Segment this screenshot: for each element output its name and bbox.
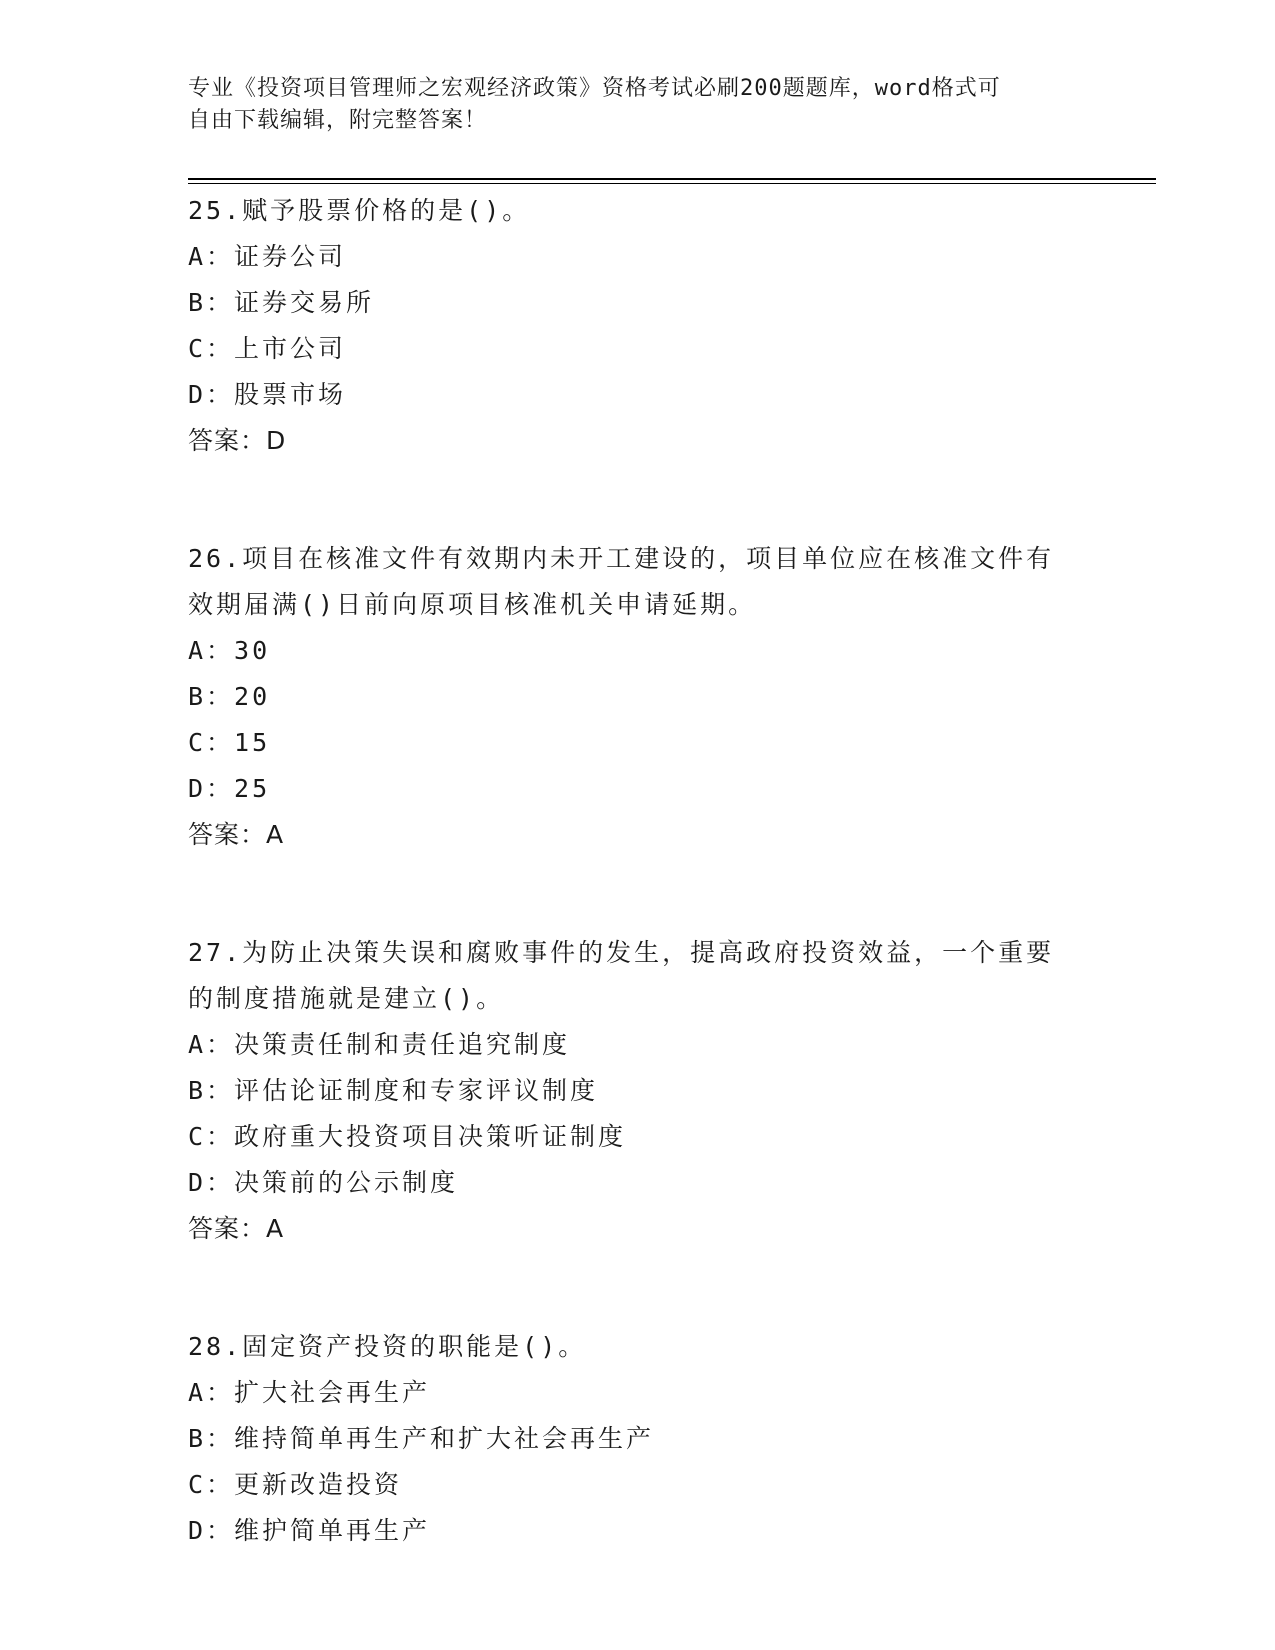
option-a: A：决策责任制和责任追究制度 — [188, 1030, 571, 1059]
header-line-1: 专业《投资项目管理师之宏观经济政策》资格考试必刷200题题库，word格式可 — [188, 76, 1001, 101]
header-rule-thin — [188, 183, 1156, 184]
question-block — [188, 536, 1088, 858]
question-stem-continued: 的制度措施就是建立()。 — [188, 984, 505, 1013]
option-a: A：证券公司 — [188, 242, 347, 271]
question-stem: 25.赋予股票价格的是()。 — [188, 196, 531, 225]
question-stem: 28.固定资产投资的职能是()。 — [188, 1332, 587, 1361]
question-gap — [188, 464, 1088, 536]
header-rule-thick — [188, 178, 1156, 180]
answer: 答案：D — [188, 426, 287, 455]
question-stem: 26.项目在核准文件有效期内未开工建设的，项目单位应在核准文件有 — [188, 544, 1055, 573]
question-gap — [188, 858, 1088, 930]
option-a: A：扩大社会再生产 — [188, 1378, 431, 1407]
question-gap — [188, 1252, 1088, 1324]
question-stem: 27.为防止决策失误和腐败事件的发生，提高政府投资效益，一个重要 — [188, 938, 1055, 967]
header-line-2: 自由下载编辑，附完整答案！ — [188, 108, 488, 133]
option-b: B：维持简单再生产和扩大社会再生产 — [188, 1424, 655, 1453]
document-header — [188, 73, 1088, 137]
option-d: D：维护简单再生产 — [188, 1516, 431, 1545]
question-block — [188, 930, 1088, 1252]
question-list — [188, 188, 1088, 1554]
option-d: D：决策前的公示制度 — [188, 1168, 459, 1197]
question-block — [188, 1324, 1088, 1554]
option-b: B：评估论证制度和专家评议制度 — [188, 1076, 599, 1105]
answer: 答案：A — [188, 1214, 285, 1243]
option-c: C：更新改造投资 — [188, 1470, 403, 1499]
option-d: D：25 — [188, 774, 271, 803]
option-b: B：证券交易所 — [188, 288, 375, 317]
answer: 答案：A — [188, 820, 285, 849]
option-c: C：上市公司 — [188, 334, 347, 363]
question-stem-continued: 效期届满()日前向原项目核准机关申请延期。 — [188, 590, 757, 619]
option-b: B：20 — [188, 682, 271, 711]
question-block — [188, 188, 1088, 464]
option-d: D：股票市场 — [188, 380, 347, 409]
option-c: C：15 — [188, 728, 271, 757]
option-c: C：政府重大投资项目决策听证制度 — [188, 1122, 627, 1151]
option-a: A：30 — [188, 636, 271, 665]
